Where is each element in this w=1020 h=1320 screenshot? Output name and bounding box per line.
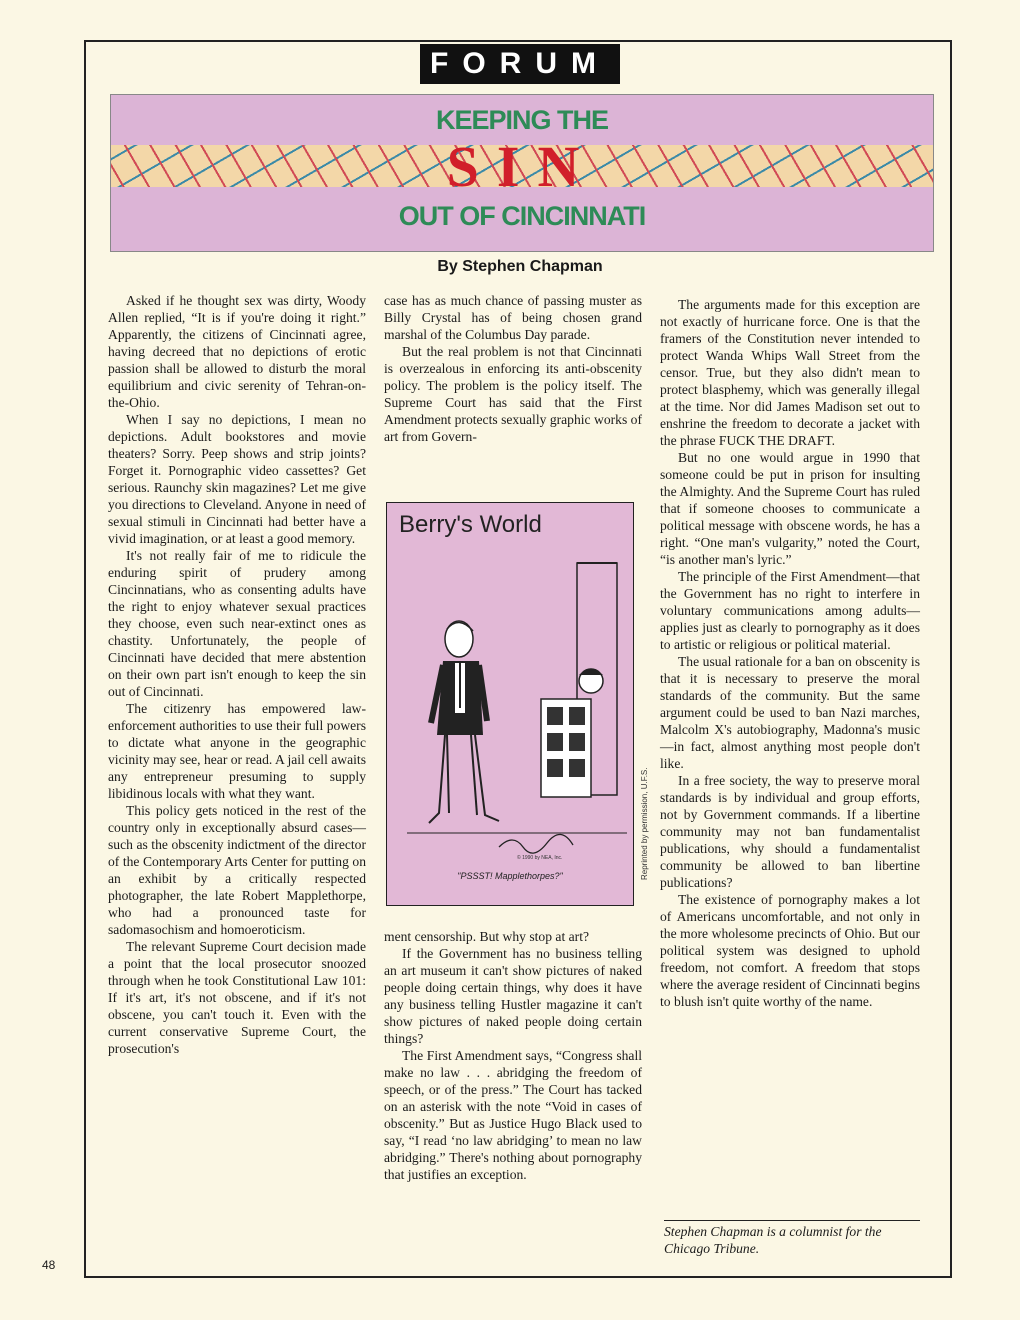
title-line-3: OUT OF CINCINNATI xyxy=(398,201,646,231)
title-sin: SIN xyxy=(446,134,598,199)
paragraph: The arguments made for this exception are not exactly of hurricane force. One is that the framers of the Constitution never intended to protect Wanda Whips Wall Street from the censor. True, but they also didn't mean to protect blasphemy, which was generally illegal at the time. Nor did James Madison set out to enshrine the freedom to decorate a jacket with the phrase FUCK THE DRAFT. xyxy=(660,297,920,448)
paragraph: Asked if he thought sex was dirty, Woody Allen replied, “It is if you're doing it right.” Apparently, the citizens of Cincinnati agree, having decreed that no depictions of erotic passion shall be allowed to disturb the moral equilibrium and civic serenity of Tehran-on-the-Ohio. xyxy=(108,293,366,410)
title-banner xyxy=(110,94,934,252)
paragraph: In a free society, the way to preserve moral standards is by individual and group efforts, not by Government commands. If a libertine community may not ban fundamentalist publications, why should a fundamentalist community be allowed to ban libertine publications? xyxy=(660,773,920,890)
paragraph: The usual rationale for a ban on obscenity is that it is necessary to preserve the moral standards of the community. But the same argument could be used to ban Nazi marches, Malcolm X's autobiography, Madonna's music—in fact, almost anything most people don't like. xyxy=(660,654,920,771)
column-1 xyxy=(108,292,366,1057)
paragraph: When I say no depictions, I mean no depictions. Adult bookstores and movie theaters? Sorry. Peep shows and strip joints? Forget it. Pornographic video cassettes? Get serious. Raunchy skin magazines? Let me give you directions to Cleveland. Anyone in need of sexual stimuli in Cincinnati had better have a vivid imagination, or at least a good memory. xyxy=(108,412,366,546)
paragraph: This policy gets noticed in the rest of the country only in exceptionally absurd cases—such as the obscenity indictment of the director of the Contemporary Arts Center for putting on an exhibit by a critically respected photographer, the late Robert Mapplethorpe, who had a pronounced taste for sadomasochism and homoeroticism. xyxy=(108,803,366,937)
cartoon-copyright: © 1990 by NEA, Inc. xyxy=(517,855,563,861)
paragraph: The First Amendment says, “Congress shall make no law . . . abridging the freedom of speech, or of the press.” The Court has tacked on an asterisk with the note “Void in cases of obscenity.” But as Justice Hugo Black used to say, “I read ‘no law abridging’ to mean no law abridging.” There's nothing about pornography that justifies an exception. xyxy=(384,1048,642,1182)
byline: By Stephen Chapman xyxy=(437,258,603,275)
paragraph: The relevant Supreme Court decision made a point that the local prosecutor snoozed through when he took Constitutional Law 101: If it's art, it's not obscene, and if it's not obscene, you can't touch it. Even with the current conservative Supreme Court, the prosecution's xyxy=(108,939,366,1056)
column-2-bottom xyxy=(384,928,642,1183)
paragraph: But no one would argue in 1990 that someone could be put in prison for insulting the Almighty. And the Supreme Court has ruled that if someone chooses to communicate a political message with obscene words, he has a right. “One man's vulgarity,” noted the Court, “is another man's lyric.” xyxy=(660,450,920,567)
page-number: 48 xyxy=(42,1258,56,1272)
section-header: FORUM xyxy=(420,44,620,84)
column-2-top xyxy=(384,292,642,445)
cartoon-title: Berry's World xyxy=(399,511,542,538)
paragraph: It's not really fair of me to ridicule the enduring spirit of prudery among Cincinnatians, who as consenting adults have the right to enjoy whatever sexual practices they choose, even such near-extinct ones as chastity. Unfortunately, the people of Cincinnati have decided that mere abstention on their own part isn't enough to keep the sin out of Cincinnati. xyxy=(108,548,366,699)
paragraph: case has as much chance of passing muster as Billy Crystal has of being chosen grand marshal of the Columbus Day parade. xyxy=(384,293,642,342)
author-note: Stephen Chapman is a columnist for the Chicago Tribune. xyxy=(664,1220,920,1257)
paragraph: ment censorship. But why stop at art? xyxy=(384,929,590,944)
cartoon-caption: "PSSST! Mapplethorpes?" xyxy=(457,871,563,881)
title-line-1: KEEPING THE xyxy=(435,105,609,135)
column-3 xyxy=(660,296,920,1010)
paragraph: The citizenry has empowered law-enforcement authorities to use their full powers to dictate what anyone in the geographic vicinity may see, hear or read. A jail cell awaits any entrepreneur presuming to supply libidinous locals with what they want. xyxy=(108,701,366,801)
paragraph: The principle of the First Amendment—that the Government has no right to interfere in voluntary communications among adults—applies just as clearly to pornography as it does to artistic or religious or political material. xyxy=(660,569,920,652)
paragraph: But the real problem is not that Cincinnati is overzealous in enforcing its anti-obscenity policy. The problem is the policy itself. The Supreme Court has said that the First Amendment protects sexually graphic works of art from Govern- xyxy=(384,344,642,444)
cartoon-illustration xyxy=(387,503,633,905)
paragraph: The existence of pornography makes a lot of Americans uncomfortable, and not only in the more wholesome precincts of Ohio. But our political system was designed to uphold freedom, not comfort. A freedom that stops where the average resident of Cincinnati begins to blush isn't quite worthy of the name. xyxy=(660,892,920,1009)
reprint-credit: Reprinted by permission, U.F.S. xyxy=(640,767,649,880)
paragraph: If the Government has no business telling an art museum it can't show pictures of naked people doing certain things, why does it have any business telling Hustler magazine it can't show pictures of naked people doing certain things? xyxy=(384,946,642,1046)
cartoon xyxy=(386,502,634,906)
